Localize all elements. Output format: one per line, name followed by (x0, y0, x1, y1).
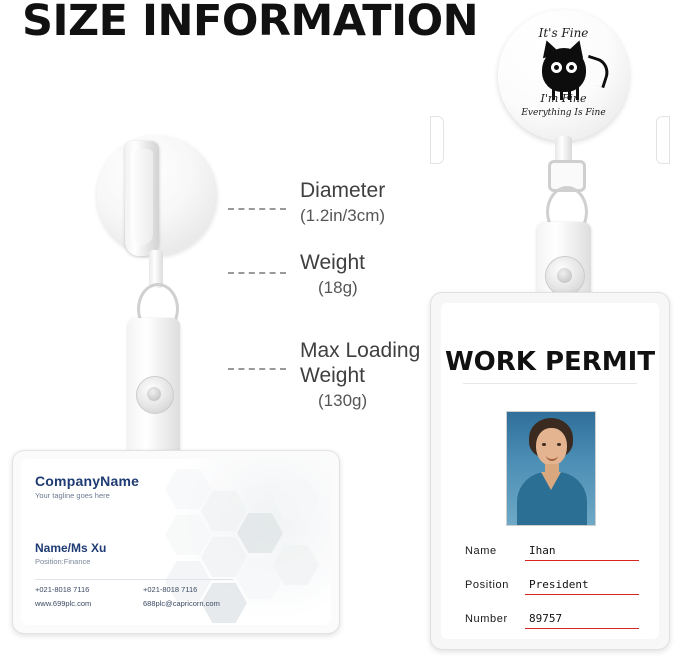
permit-field-name-rule (525, 560, 639, 561)
card-email: 688plc@capricorn.com (143, 599, 220, 608)
card-tagline: Your tagline goes here (35, 491, 110, 500)
spec-max-loading-label2: Weight (300, 364, 365, 387)
permit-field-number (465, 609, 639, 631)
permit-field-name (465, 541, 639, 563)
spec-weight-label: Weight (300, 251, 365, 274)
card-company-name: CompanyName (35, 473, 140, 489)
strap-snap-left-icon (136, 376, 174, 414)
reel-art-top-text: It's Fine (538, 26, 589, 40)
card-divider (35, 579, 233, 580)
spec-weight-value: (18g) (318, 278, 358, 297)
leader-line-max-loading (228, 368, 286, 370)
card-notch-left (430, 116, 444, 164)
work-permit-face (441, 303, 659, 639)
badge-reel-right (498, 10, 629, 141)
card-contact-row (35, 597, 245, 611)
spec-diameter-value: (1.2in/3cm) (300, 206, 386, 225)
spec-max-loading (300, 338, 420, 413)
spec-diameter (300, 178, 385, 228)
permit-field-name-label: Name (465, 545, 497, 557)
belt-clip-icon (125, 141, 159, 256)
card-person-name: Name/Ms Xu (35, 541, 107, 555)
permit-field-name-value: Ihan (529, 544, 556, 557)
permit-field-position-rule (525, 594, 639, 595)
work-permit-title-divider (463, 383, 637, 384)
id-card-left (12, 450, 340, 634)
id-card-left-face (21, 459, 331, 625)
card-contact-block (35, 583, 245, 611)
reel-art-bottom-text: Everything Is Fine (521, 108, 606, 118)
work-permit-card (430, 292, 670, 650)
strap-snap-right-icon (545, 256, 585, 296)
permit-field-number-value: 89757 (529, 612, 563, 625)
work-permit-title: WORK PERMIT (444, 347, 656, 377)
leader-line-weight (228, 272, 286, 274)
page-title: SIZE INFORMATION (22, 0, 479, 46)
reel-art-mid-text: I'm Fine (540, 92, 587, 105)
permit-field-position-label: Position (465, 579, 509, 591)
card-phone-1: +021-8018 7116 (35, 585, 90, 594)
permit-field-position-value: President (529, 578, 589, 591)
card-phone-2: +021-8018 7116 (143, 585, 198, 594)
card-person-position: Position:Finance (35, 557, 91, 566)
card-website: www.699plc.com (35, 599, 92, 608)
black-cat-icon (528, 38, 600, 100)
spec-weight (300, 250, 365, 300)
card-notch-right (656, 116, 670, 164)
spec-diameter-label: Diameter (300, 179, 386, 202)
portrait-photo (506, 411, 596, 526)
permit-field-number-label: Number (465, 613, 508, 625)
permit-field-number-rule (525, 628, 639, 629)
spec-max-loading-label: Max Loading (300, 339, 421, 362)
permit-field-position (465, 575, 639, 597)
leader-line-diameter (228, 208, 286, 210)
card-contact-row (35, 583, 245, 597)
spec-max-loading-value: (130g) (318, 391, 368, 410)
